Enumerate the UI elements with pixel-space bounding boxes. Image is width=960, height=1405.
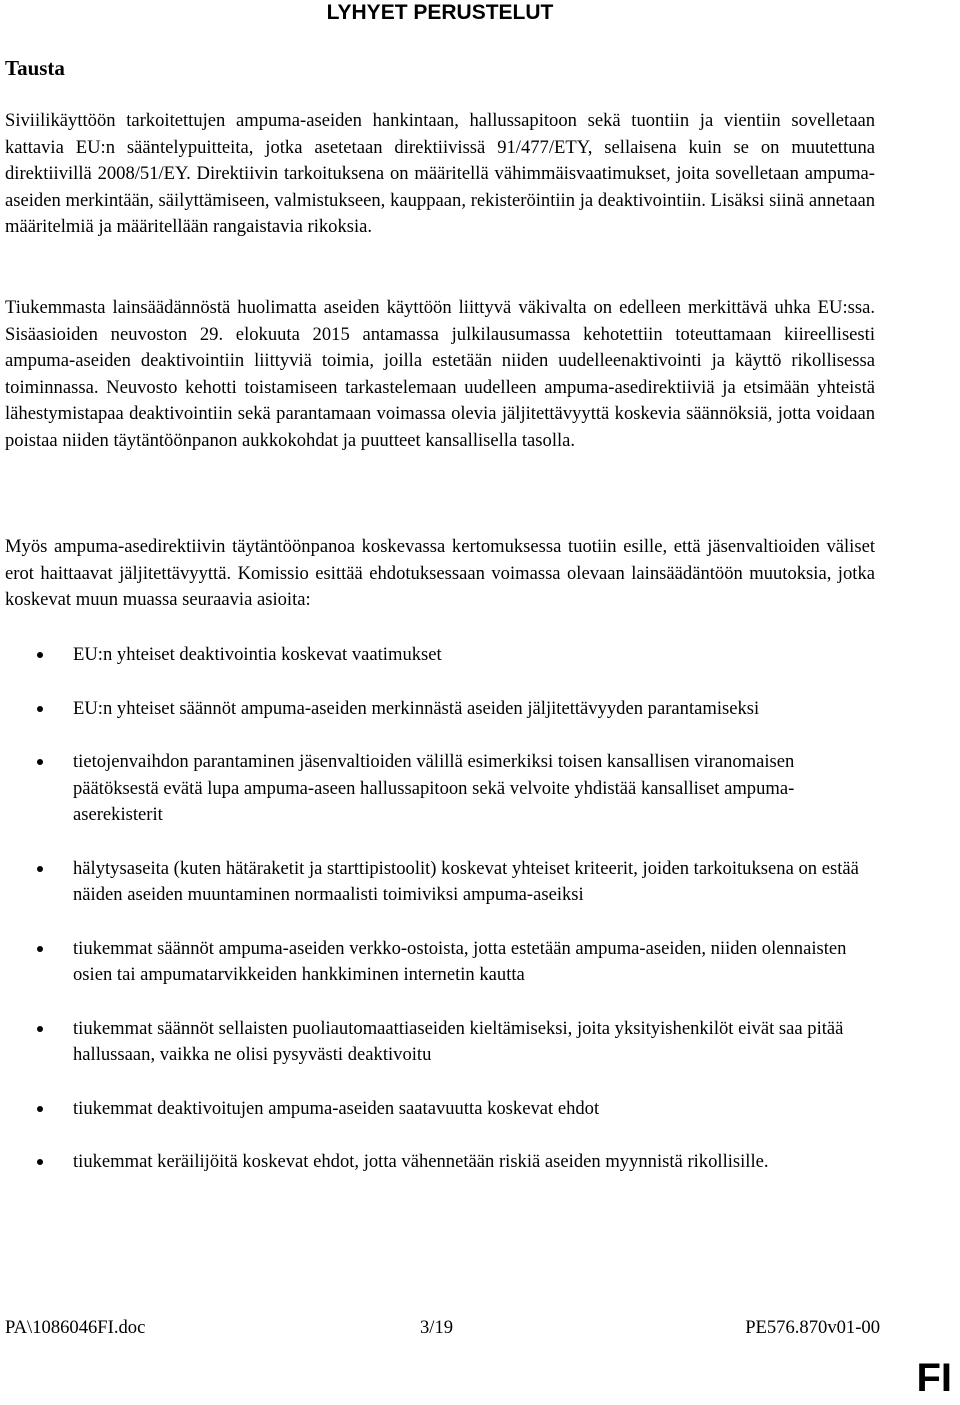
bullet-icon [37, 1026, 43, 1032]
bullet-icon [37, 1159, 43, 1165]
list-item-text: hälytysaseita (kuten hätäraketit ja starttipistoolit) koskevat yhteiset kriteerit, joiden tarkoituksena on estää näiden aseiden muuntaminen normaalisti toimiviksi ampuma-aseiksi [73, 857, 859, 905]
list-item-text: tietojenvaihdon parantaminen jäsenvaltioiden välillä esimerkiksi toisen kansallisen viranomaisen päätöksestä evätä lupa ampuma-aseen hallussapitoon sekä velvoite yhdistää kansalliset ampuma-aserekisterit [73, 751, 795, 825]
list-item-text: tiukemmat säännöt sellaisten puoliautomaattiaseiden kieltämiseksi, joita yksityishenkilöt eivät saa pitää hallussaan, vaikka ne olisi pysyvästi deaktivoitu [73, 1017, 844, 1065]
bullet-icon [37, 946, 43, 952]
list-item [5, 642, 875, 669]
proposal-bullet-list [5, 642, 875, 1203]
list-item-text: tiukemmat keräilijöitä koskevat ehdot, jotta vähennetään riskiä aseiden myynnistä rikollisille. [73, 1151, 769, 1172]
bullet-icon [37, 759, 43, 765]
bullet-icon [37, 706, 43, 712]
page-number: 3/19 [420, 1317, 454, 1338]
list-item-text: EU:n yhteiset säännöt ampuma-aseiden merkinnästä aseiden jäljitettävyyden parantamiseksi [73, 697, 760, 719]
list-item [5, 1149, 875, 1176]
list-item [5, 936, 875, 989]
list-item-text: tiukemmat säännöt ampuma-aseiden verkko-ostoista, jotta estetään ampuma-aseiden, niiden olennaisten osien tai ampumatarvikkeiden hankkiminen internetin kautta [73, 937, 847, 985]
list-item [5, 749, 875, 829]
bullet-icon [37, 866, 43, 872]
list-item [5, 696, 875, 723]
language-code: FI [916, 1356, 952, 1400]
section-heading: Tausta [5, 56, 65, 80]
list-item-text: tiukemmat deaktivoitujen ampuma-aseiden saatavuutta koskevat ehdot [73, 1097, 600, 1119]
list-item [5, 1016, 875, 1069]
document-reference: PA\1086046FI.doc [5, 1317, 146, 1338]
list-item [5, 856, 875, 909]
paragraph-background: Siviilikäyttöön tarkoitettujen ampuma-aseiden hankintaan, hallussapitoon sekä tuontiin ja vientiin sovelletaan kattavia EU:n sääntelypuitteita, jotka asetetaan direktiivissä 91/477/ETY, sellaisena kuin se on muutettuna direktiivillä 2008/51/EY. Direktiivin tarkoituksena on määritellä vähimmäisvaatimukset, joita sovelletaan ampuma-aseiden merkintään, säilyttämiseen, valmistukseen, kauppaan, rekisteröintiin ja deaktivointiin. Lisäksi siinä annetaan määritelmiä ja määritellään rangaistavia rikoksia. [5, 110, 875, 237]
list-item [5, 1096, 875, 1123]
paragraph-proposal: Myös ampuma-asedirektiivin täytäntöönpanoa koskevassa kertomuksessa tuotiin esille, että jäsenvaltioiden väliset erot haittaavat jäljitettävyyttä. Komissio esittää ehdotuksessaan voimassa olevaan lainsäädäntöön muutoksia, jotka koskevat muun muassa seuraavia asioita: [5, 536, 875, 610]
paragraph-violence: Tiukemmasta lainsäädännöstä huolimatta aseiden käyttöön liittyvä väkivalta on edelleen merkittävä uhka EU:ssa. Sisäasioiden neuvoston 29. elokuuta 2015 antamassa julkilausumassa kehotettiin toteuttamaan kiireellisesti ampuma-aseiden deaktivointiin liittyviä toimia, joilla estetään niiden uudelleenaktivointi ja käyttö rikollisessa toiminnassa. Neuvosto kehotti toistamiseen tarkastelemaan uudelleen ampuma-asedirektiiviä ja etsimään yhteistä lähestymistapaa deaktivointiin sekä parantamaan voimassa olevia jäljitettävyyttä koskevia säännöksiä, jotta voidaan poistaa niiden täytäntöönpanon aukkokohdat ja puutteet kansallisella tasolla. [5, 297, 875, 451]
pe-reference: PE576.870v01-00 [745, 1317, 880, 1338]
page-footer [5, 1315, 880, 1341]
document-title: LYHYET PERUSTELUT [326, 1, 554, 24]
bullet-icon [37, 1106, 43, 1112]
list-item-text: EU:n yhteiset deaktivointia koskevat vaatimukset [73, 644, 442, 665]
bullet-icon [37, 652, 43, 658]
